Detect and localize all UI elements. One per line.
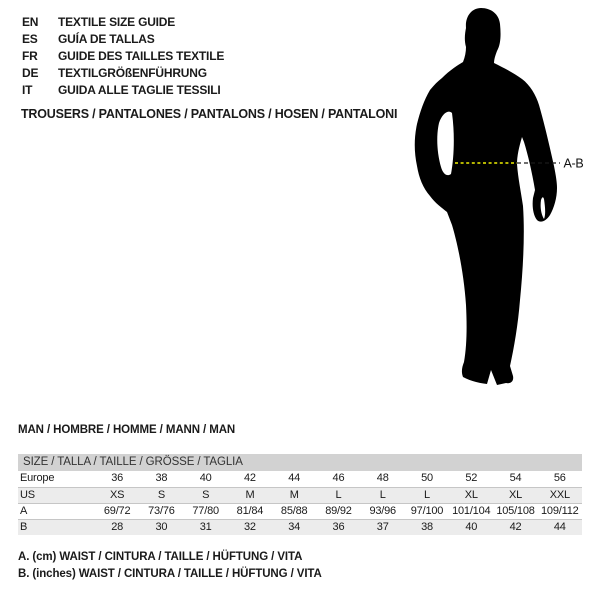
language-code: FR	[22, 48, 38, 63]
table-cell: 93/96	[369, 505, 396, 517]
table-cell: 50	[421, 472, 433, 484]
figure-area	[390, 0, 600, 420]
table-cell: 97/100	[410, 505, 444, 517]
table-cell: 85/88	[280, 505, 308, 517]
table-cell: L	[424, 489, 430, 501]
footnotes	[18, 549, 322, 583]
language-list	[22, 13, 224, 98]
table-cell: 34	[288, 521, 301, 533]
table-cell: 48	[376, 472, 389, 484]
table-cell: 46	[332, 472, 345, 484]
table-cell: XL	[508, 489, 523, 501]
table-cell: 28	[111, 521, 124, 533]
man-silhouette	[415, 8, 557, 385]
language-code: IT	[22, 82, 33, 97]
table-cell: M	[245, 489, 255, 501]
table-cell: 37	[376, 521, 389, 533]
table-cell: 38	[155, 472, 168, 484]
table-cell: 77/80	[192, 505, 219, 517]
language-code: ES	[22, 31, 38, 46]
table-cell: S	[202, 489, 210, 501]
table-cell: 73/76	[148, 505, 175, 517]
table-cell: 38	[421, 521, 433, 533]
table-row-a	[18, 503, 582, 519]
table-cell: 40	[465, 521, 478, 533]
table-cell: 89/92	[325, 505, 352, 517]
table-cell: 42	[244, 472, 256, 484]
table-cell: 44	[553, 521, 566, 533]
language-label: GUIDA ALLE TAGLIE TESSILI	[58, 82, 221, 97]
language-label: GUIDE DES TAILLES TEXTILE	[58, 48, 225, 63]
language-row-it	[22, 81, 224, 98]
row-label: A	[20, 505, 28, 517]
table-cell: M	[289, 489, 299, 501]
garment-title: TROUSERS / PANTALONES / PANTALONS / HOSEN / PANTALONI	[21, 107, 398, 121]
language-row-es	[22, 30, 224, 47]
table-cell: 44	[288, 472, 301, 484]
language-label: GUÍA DE TALLAS	[58, 31, 155, 46]
size-table	[18, 454, 582, 535]
language-label: TEXTILGRÖßENFÜHRUNG	[58, 65, 207, 80]
row-label: US	[20, 489, 35, 501]
table-cell: XXL	[549, 489, 570, 501]
size-table-body	[18, 471, 582, 535]
language-row-en	[22, 13, 224, 30]
table-cell: 36	[332, 521, 345, 533]
table-cell: L	[335, 489, 342, 501]
table-row-europe	[18, 471, 582, 487]
language-code: DE	[22, 65, 39, 80]
table-cell: 56	[553, 472, 566, 484]
table-row-b	[18, 519, 582, 535]
row-label: B	[20, 521, 28, 533]
table-cell: 30	[155, 521, 168, 533]
table-cell: 42	[509, 521, 522, 533]
language-row-de	[22, 64, 224, 81]
table-cell: 32	[244, 521, 256, 533]
table-cell: L	[379, 489, 386, 501]
table-row-us	[18, 487, 582, 503]
table-cell: 36	[111, 472, 124, 484]
footnote-a: A. (cm) WAIST / CINTURA / TAILLE / HÜFTUNG / VITA	[18, 551, 303, 563]
table-cell: XL	[464, 489, 478, 501]
table-section-title: MAN / HOMBRE / HOMME / MANN / MAN	[18, 424, 236, 436]
language-label: TEXTILE SIZE GUIDE	[58, 14, 176, 29]
language-row-fr	[22, 47, 224, 64]
table-cell: 69/72	[103, 505, 131, 517]
table-cell: 105/108	[496, 505, 535, 517]
table-cell: 81/84	[236, 505, 264, 517]
language-code: EN	[22, 14, 39, 29]
table-cell: XS	[109, 489, 125, 501]
row-label: Europe	[20, 472, 55, 484]
table-cell: 52	[465, 472, 478, 484]
table-cell: 40	[199, 472, 212, 484]
table-cell: 109/112	[541, 505, 579, 517]
table-cell: S	[157, 489, 165, 501]
man-silhouette-svg	[390, 0, 600, 420]
footnote-b: B. (inches) WAIST / CINTURA / TAILLE / HÜFTUNG / VITA	[18, 568, 322, 580]
table-cell: 31	[199, 521, 212, 533]
measure-label: A-B	[563, 156, 584, 171]
size-table-header: SIZE / TALLA / TAILLE / GRÖSSE / TAGLIA	[18, 454, 582, 471]
table-cell: 101/104	[452, 505, 491, 517]
table-cell: 54	[509, 472, 522, 484]
